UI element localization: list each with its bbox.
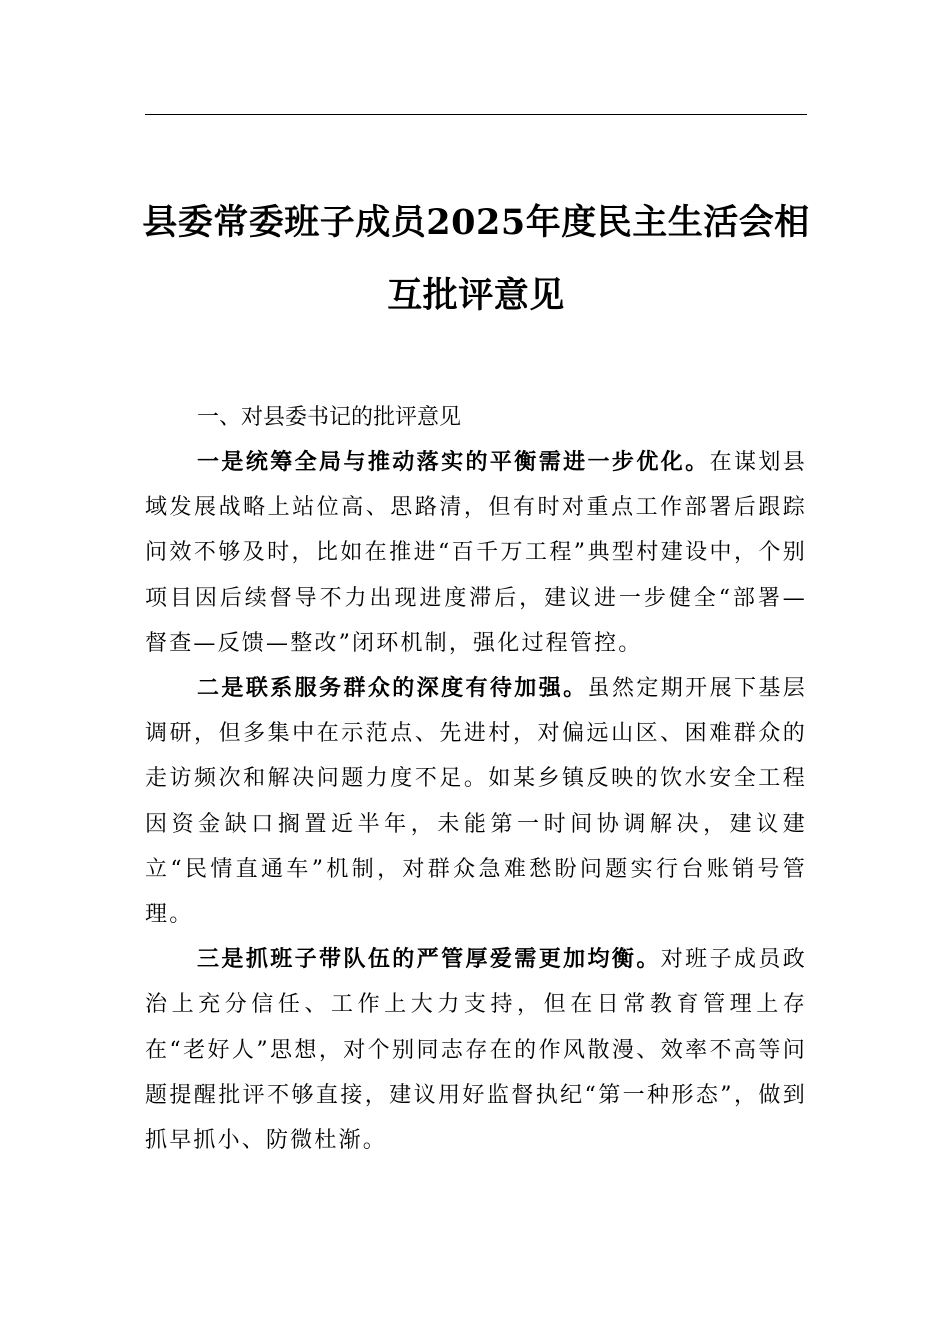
paragraph-3-lead: 三是抓班子带队伍的严管厚爱需更加均衡。 xyxy=(197,946,661,973)
document-title-line-2: 互批评意见 xyxy=(387,275,565,316)
section-heading: 一、对县委书记的批评意见 xyxy=(197,405,462,430)
paragraph-2-lead: 二是联系服务群众的深度有待加强。 xyxy=(197,675,588,702)
document-title xyxy=(120,186,832,332)
paragraph-2-body: 虽然定期开展下基层调研，但多集中在示范点、先进村，对偏远山区、困难群众的走访频次和解决问题力度不足。如某乡镇反映的饮水安全工程因资金缺口搁置近半年，未能第一时间协调解决，建议建立“民情直通车”机制，对群众急难愁盼问题实行台账销号管理。 xyxy=(145,676,807,928)
header-rule xyxy=(145,114,807,115)
paragraph-1-lead: 一是统筹全局与推动落实的平衡需进一步优化。 xyxy=(197,449,710,475)
paragraph-1-body: 在谋划县域发展战略上站位高、思路清，但有时对重点工作部署后跟踪问效不够及时，比如在推进“百千万工程”典型村建设中，个别项目因后续督导不力出现进度滞后，建议进一步健全“部署—督查—反馈—整改”闭环机制，强化过程管控。 xyxy=(145,450,808,656)
paragraph-1 xyxy=(145,440,807,666)
paragraph-2 xyxy=(145,666,807,937)
paragraph-3 xyxy=(145,937,807,1163)
document-title-line-1: 县委常委班子成员2025年度民主生活会相 xyxy=(142,202,810,243)
document-body xyxy=(145,395,807,1163)
paragraph-3-body: 对班子成员政治上充分信任、工作上大力支持，但在日常教育管理上存在“老好人”思想，对个别同志存在的作风散漫、效率不高等问题提醒批评不够直接，建议用好监督执纪“第一种形态”，做到抓早抓小、防微杜渐。 xyxy=(145,947,807,1154)
